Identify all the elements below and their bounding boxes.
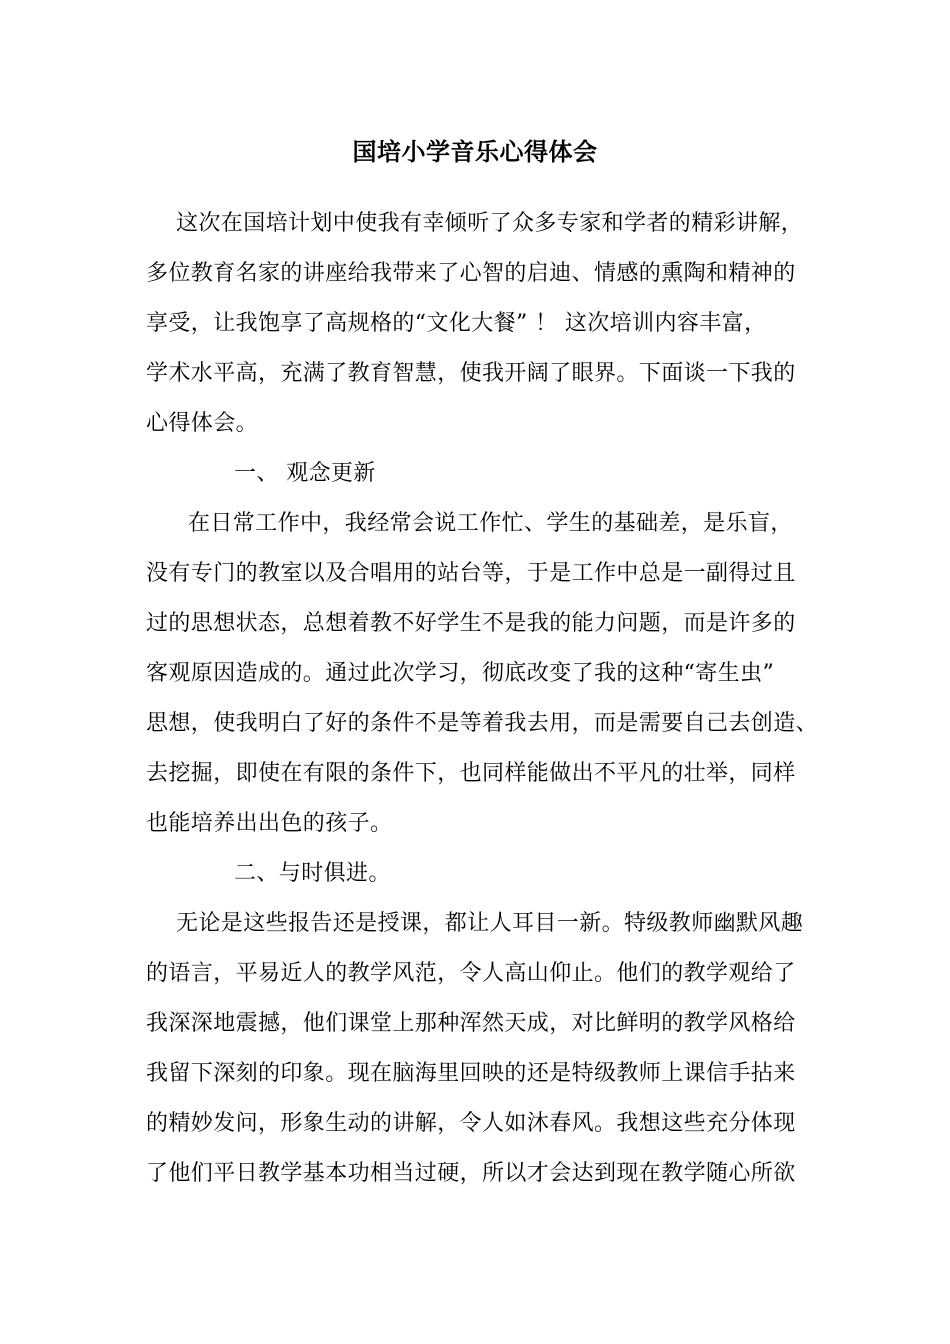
paragraph-line: 客观原因造成的。通过此次学习，彻底改变了我的这种“寄生虫”: [146, 661, 775, 686]
paragraph-line: 的精妙发问，形象生动的讲解，令人如沐春风。我想这些充分体现: [146, 1111, 796, 1136]
paragraph-line: 去挖掘，即使在有限的条件下，也同样能做出不平凡的壮举，同样: [146, 761, 796, 786]
paragraph-line: 多位教育名家的讲座给我带来了心智的启迪、情感的熏陶和精神的: [146, 261, 796, 286]
paragraph-line: 过的思想状态，总想着教不好学生不是我的能力问题，而是许多的: [146, 611, 796, 636]
paragraph-line: 这次在国培计划中使我有幸倾听了众多专家和学者的精彩讲解，: [176, 211, 804, 236]
paragraph-line: 在日常工作中，我经常会说工作忙、学生的基础差，是乐盲，: [188, 511, 793, 536]
paragraph-line: 无论是这些报告还是授课，都让人耳目一新。特级教师幽默风趣: [176, 911, 804, 936]
paragraph-line: 心得体会。: [146, 411, 259, 436]
paragraph-line: 思想，使我明白了好的条件不是等着我去用，而是需要自己去创造、: [146, 711, 819, 736]
paragraph-line: 学术水平高，充满了教育智慧，使我开阔了眼界。下面谈一下我的: [146, 361, 796, 386]
paragraph-line: 我深深地震撼，他们课堂上那种浑然天成，对比鲜明的教学风格给: [146, 1011, 796, 1036]
document-title: 国培小学音乐心得体会: [352, 137, 598, 166]
paragraph-line: 的语言，平易近人的教学风范，令人高山仰止。他们的教学观给了: [146, 961, 796, 986]
paragraph-line: 享受，让我饱享了高规格的“文化大餐” ！ 这次培训内容丰富，: [146, 311, 767, 336]
section-heading: 一、 观念更新: [234, 461, 376, 486]
paragraph-line: 了他们平日教学基本功相当过硬，所以才会达到现在教学随心所欲: [146, 1161, 796, 1186]
paragraph-line: 我留下深刻的印象。现在脑海里回映的还是特级教师上课信手拈来: [146, 1061, 796, 1086]
section-heading: 二、与时俱进。: [234, 861, 391, 886]
paragraph-line: 没有专门的教室以及合唱用的站台等，于是工作中总是一副得过且: [146, 561, 796, 586]
paragraph-line: 也能培养出出色的孩子。: [146, 811, 393, 836]
